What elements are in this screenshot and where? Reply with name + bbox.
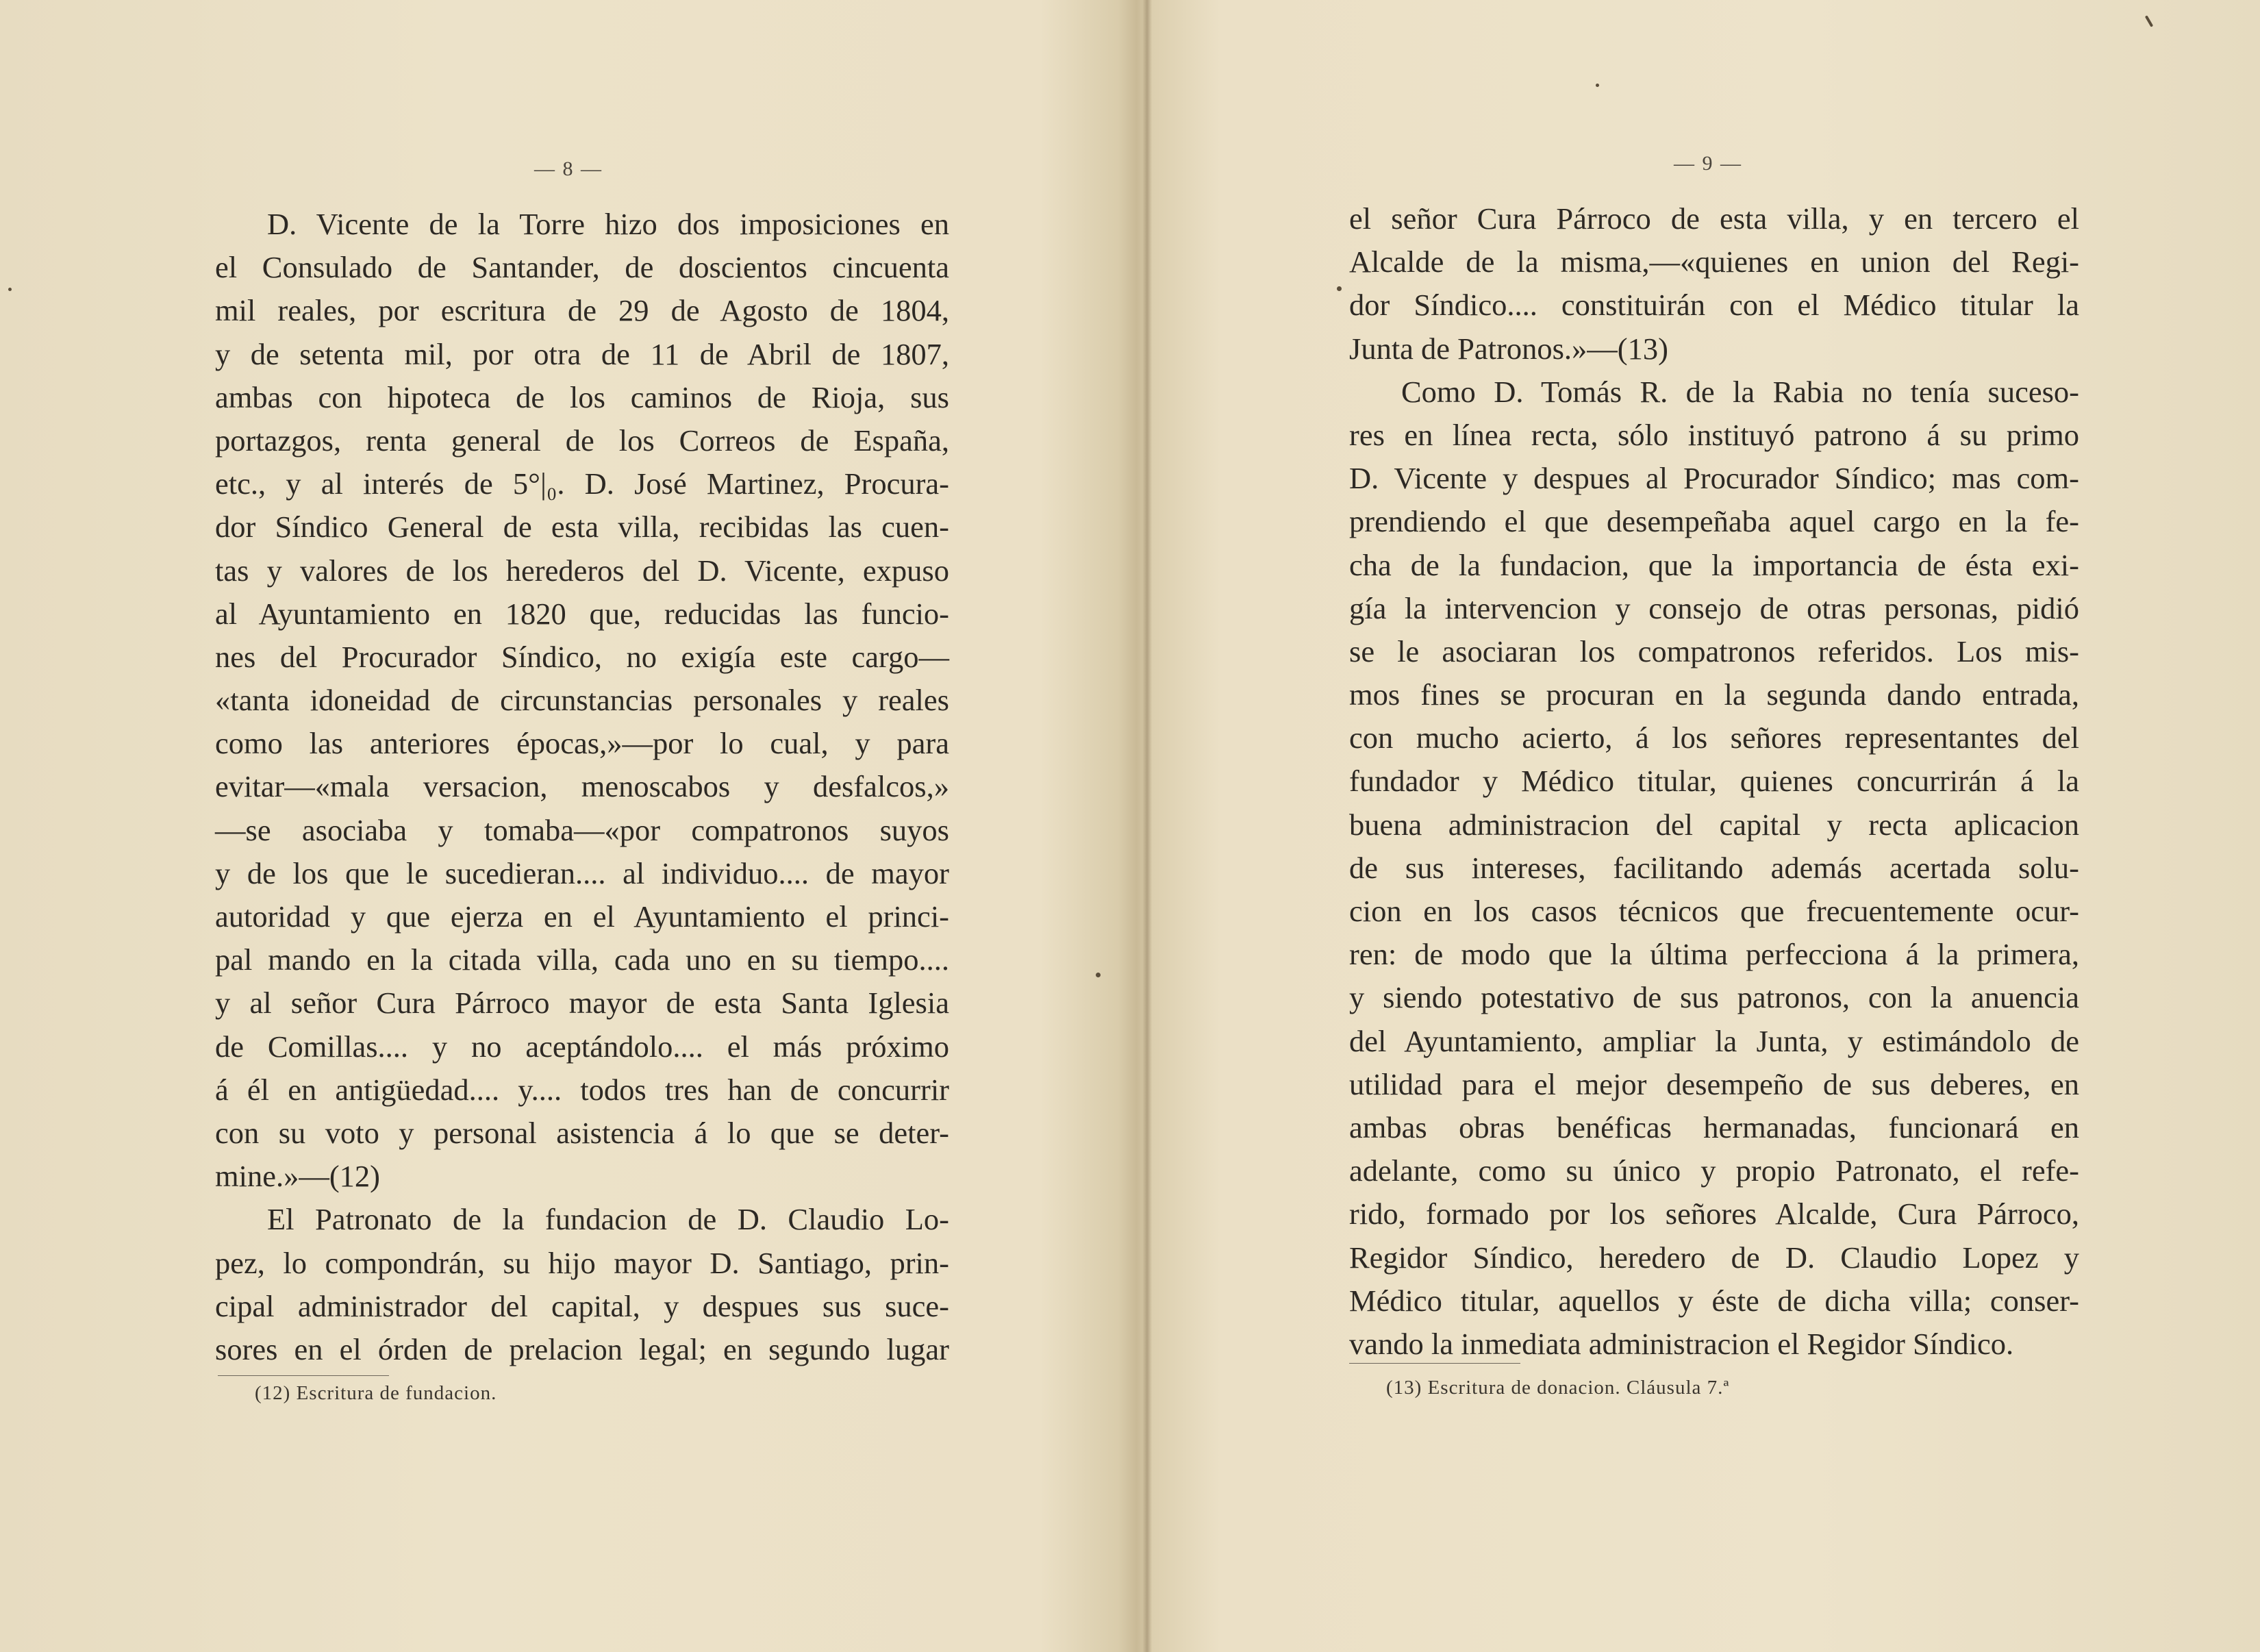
text-line: mine.»—(12) bbox=[215, 1159, 380, 1194]
text-line: tas y valores de los herederos del D. Vicente, expuso bbox=[215, 553, 949, 588]
text-line: y al señor Cura Párroco mayor de esta Santa Iglesia bbox=[215, 986, 949, 1021]
text-line: ren: de modo que la última perfecciona á la primera, bbox=[1349, 937, 2079, 972]
text-line: pal mando en la citada villa, cada uno en su tiempo.... bbox=[215, 942, 949, 977]
text-line: vando la inmediata administracion el Regidor Síndico. bbox=[1349, 1326, 2014, 1361]
text-line: dor Síndico General de esta villa, recibidas las cuen- bbox=[215, 510, 949, 545]
footnote-rule bbox=[218, 1375, 389, 1376]
text-line: Como D. Tomás R. de la Rabia no tenía suceso- bbox=[1401, 374, 2079, 409]
text-line: Junta de Patronos.»—(13) bbox=[1349, 331, 1668, 366]
text-line: con su voto y personal asistencia á lo que se deter- bbox=[215, 1115, 949, 1150]
footnote-rule bbox=[1349, 1363, 1520, 1364]
text-line: y de los que le sucedieran.... al individuo.... de mayor bbox=[215, 855, 949, 890]
left-page-text bbox=[215, 203, 949, 1371]
text-line: buena administracion del capital y recta aplicacion bbox=[1349, 807, 2079, 842]
text-line: sores en el órden de prelacion legal; en segundo lugar bbox=[215, 1331, 949, 1366]
text-line: se le asociaran los compatronos referidos. Los mis- bbox=[1349, 634, 2079, 668]
text-line: de sus intereses, facilitando además acertada solu- bbox=[1349, 850, 2079, 885]
text-line: Regidor Síndico, heredero de D. Claudio Lopez y bbox=[1349, 1240, 2079, 1275]
text-line: á él en antigüedad.... y.... todos tres han de concurrir bbox=[215, 1072, 949, 1107]
text-line: mil reales, por escritura de 29 de Agosto de 1804, bbox=[215, 293, 949, 328]
text-line: mos fines se procuran en la segunda dando entrada, bbox=[1349, 677, 2079, 712]
footnote-left: (12) Escritura de fundacion. bbox=[255, 1382, 497, 1404]
text-line: ambas obras benéficas hermanadas, funcionará en bbox=[1349, 1110, 2079, 1144]
text-line: D. Vicente y despues al Procurador Síndico; mas com- bbox=[1349, 461, 2079, 496]
text-line: gía la intervencion y consejo de otras personas, pidió bbox=[1349, 590, 2079, 625]
text-line: nes del Procurador Síndico, no exigía este cargo— bbox=[215, 639, 949, 674]
right-page bbox=[1153, 0, 2260, 1652]
text-line: «tanta idoneidad de circunstancias personales y reales bbox=[215, 683, 949, 718]
text-line: D. Vicente de la Torre hizo dos imposiciones en bbox=[267, 207, 949, 241]
text-line: res en línea recta, sólo instituyó patrono á su primo bbox=[1349, 417, 2079, 452]
text-line: —se asociaba y tomaba—«por compatronos suyos bbox=[215, 812, 949, 847]
text-line: etc., y al interés de 5°|₀. D. José Martinez, Procura- bbox=[215, 466, 949, 501]
right-page-text bbox=[1349, 197, 2079, 1366]
paper-speck bbox=[1096, 973, 1101, 977]
paper-speck bbox=[1596, 84, 1599, 87]
text-line: adelante, como su único y propio Patronato, el refe- bbox=[1349, 1153, 2079, 1188]
text-line: el señor Cura Párroco de esta villa, y en tercero el bbox=[1349, 201, 2079, 236]
paper-speck bbox=[8, 288, 12, 291]
text-line: cipal administrador del capital, y despues sus suce- bbox=[215, 1288, 949, 1323]
text-line: Médico titular, aquellos y éste de dicha villa; conser- bbox=[1349, 1283, 2079, 1318]
text-line: portazgos, renta general de los Correos de España, bbox=[215, 423, 949, 458]
text-line: del Ayuntamiento, ampliar la Junta, y estimándolo de bbox=[1349, 1023, 2079, 1058]
text-line: y de setenta mil, por otra de 11 de Abril de 1807, bbox=[215, 336, 949, 371]
paper-speck bbox=[2145, 15, 2153, 27]
text-line: dor Síndico.... constituirán con el Médico titular la bbox=[1349, 288, 2079, 323]
text-line: El Patronato de la fundacion de D. Claudio Lo- bbox=[267, 1202, 949, 1237]
footnote-right: (13) Escritura de donacion. Cláusula 7.ª bbox=[1386, 1377, 1730, 1399]
text-line: fundador y Médico titular, quienes concurrirán á la bbox=[1349, 764, 2079, 799]
text-line: prendiendo el que desempeñaba aquel cargo en la fe- bbox=[1349, 504, 2079, 539]
text-line: de Comillas.... y no aceptándolo.... el más próximo bbox=[215, 1029, 949, 1064]
text-line: al Ayuntamiento en 1820 que, reducidas las funcio- bbox=[215, 596, 949, 631]
text-line: cion en los casos técnicos que frecuentemente ocur- bbox=[1349, 894, 2079, 928]
text-line: rido, formado por los señores Alcalde, Cura Párroco, bbox=[1349, 1197, 2079, 1231]
text-line: utilidad para el mejor desempeño de sus deberes, en bbox=[1349, 1066, 2079, 1101]
text-line: pez, lo compondrán, su hijo mayor D. Santiago, prin- bbox=[215, 1245, 949, 1280]
text-line: con mucho acierto, á los señores representantes del bbox=[1349, 721, 2079, 755]
text-line: Alcalde de la misma,—«quienes en union del Regi- bbox=[1349, 245, 2079, 279]
text-line: el Consulado de Santander, de doscientos cincuenta bbox=[215, 250, 949, 285]
page-number-right: — 9 — bbox=[1674, 152, 1742, 175]
text-line: evitar—«mala versacion, menoscabos y desfalcos,» bbox=[215, 769, 949, 804]
text-line: cha de la fundacion, que la importancia de ésta exi- bbox=[1349, 547, 2079, 582]
text-line: y siendo potestativo de sus patronos, con la anuencia bbox=[1349, 980, 2079, 1015]
page-number-left: — 8 — bbox=[534, 158, 603, 180]
paper-speck bbox=[1337, 286, 1342, 291]
text-line: como las anteriores épocas,»—por lo cual, y para bbox=[215, 726, 949, 761]
text-line: ambas con hipoteca de los caminos de Rioja, sus bbox=[215, 379, 949, 414]
text-line: autoridad y que ejerza en el Ayuntamiento el princi- bbox=[215, 899, 949, 934]
